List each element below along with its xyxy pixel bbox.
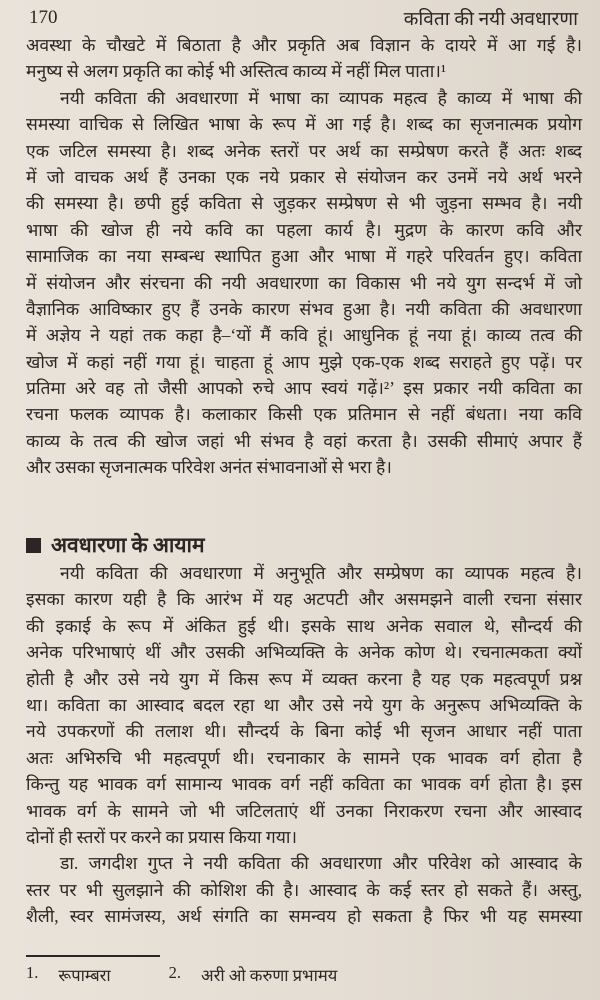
footnotes [26, 963, 395, 986]
text-line: काव्य के तत्व की खोज जहां भी संभव है वहां करता है। उसकी सीमाएं अपार हैं [26, 430, 582, 451]
text-line: डा. जगदीश गुप्त ने नयी कविता की अवधारणा और परिवेश को आस्वाद के [60, 853, 582, 874]
footnote-number: 2. [168, 963, 182, 982]
text-line: शैली, स्वर सामंजस्य, अर्थ संगति का समन्वय हो सकता है फिर भी यह समस्या [26, 906, 582, 927]
text-line: इसका कारण यही है कि आरंभ में यह अटपटी और असमझने वाली रचना संसार [26, 589, 582, 610]
text-line: की समस्या है। छपी हुई कविता से जुड़कर सम्प्रेषण से भी जुड़ना सम्भव है। नयी [26, 193, 582, 214]
text-line: अतः अभिरुचि भी महत्वपूर्ण थी। रचनाकार के सामने एक भावक वर्ग होता है [26, 747, 582, 768]
section-heading-text: अवधारणा के आयाम [51, 533, 205, 557]
page-header [29, 4, 578, 32]
text-line: नयी कविता की अवधारणा में भाषा का व्यापक महत्व है काव्य में भाषा की [60, 87, 582, 108]
text-line: एक जटिल समस्या है। शब्द अनेक स्तरों पर अर्थ का सम्प्रेषण करते हैं अतः शब्द [26, 140, 582, 161]
text-line: अनेक परिभाषाएं थीं और उसकी अभिव्यक्ति के अनेक कोण थे। रचनात्मकता क्यों [26, 642, 582, 663]
text-line: प्रतिमा अरे वह तो जैसी आपको रुचे आप स्वयं गढ़ें।²’ इस प्रकार नयी कविता का [26, 378, 582, 399]
square-bullet-icon [26, 538, 41, 553]
page-number: 170 [29, 7, 58, 28]
paragraph [26, 32, 582, 85]
text-line: था। कविता का आस्वाद बदल रहा था और उसे नये युग के अनुरूप अभिव्यक्ति के [26, 694, 582, 715]
text-line: रचना फलक व्यापक है। कलाकार किसी एक प्रतिमान से नहीं बंधता। नया कवि [26, 404, 582, 425]
text-line: भाषा की खोज ही नये कवि का पहला कार्य है। मुद्रण के कारण कवि और [26, 219, 582, 240]
text-line: और उसका सृजनात्मक परिवेश अनंत संभावनाओं से भरा है। [26, 457, 392, 478]
text-line: किन्तु यह भावक वर्ग सामान्य भावक वर्ग नहीं कविता का भावक वर्ग होता है। इस [26, 774, 582, 795]
footnote [169, 963, 338, 986]
text-line: में संयोजन और संरचना की नयी अवधारणा का विकास भी नये युग सन्दर्भ में जो [26, 272, 582, 293]
text-line: वैज्ञानिक आविष्कार हुए हैं उनके कारण संभव हुआ है। नयी कविता की अवधारणा [26, 298, 582, 319]
text-line: स्तर पर भी सुलझाने की कोशिश की है। आस्वाद के कई स्तर हो सकते हैं। अस्तु, [26, 879, 582, 900]
text-line: अवस्था के चौखटे में बिठाता है और प्रकृति अब विज्ञान के दायरे में आ गई है। [26, 35, 582, 55]
paragraph [26, 85, 582, 481]
text-line: होती है और उसे नये युग में किस रूप में व्यक्त करना है यह एक महत्वपूर्ण प्रश्न [26, 668, 582, 689]
text-line: में अज्ञेय ने यहां तक कहा है–‘यों मैं कवि हूं। आधुनिक हूं नया हूं। काव्य तत्व की [26, 325, 582, 346]
running-title: कविता की नयी अवधारणा [403, 9, 578, 30]
text-line: की इकाई के रूप में अंकित हुई थी। इसके साथ अनेक सवाल थे, सौन्दर्य की [26, 615, 582, 636]
text-line: समस्या वाचिक से लिखित भाषा के रूप में आ गई है। शब्द का सृजनात्मक प्रयोग [26, 114, 582, 135]
text-line: में जो वाचक अर्थ हैं उनका एक नये प्रकार से संयोजन कर उनमें नये अर्थ भरने [26, 166, 582, 187]
section-2-text [26, 560, 582, 929]
footnote-text: अरी ओ करुणा प्रभामय [201, 966, 338, 985]
text-line: सामाजिक का नया सम्बन्ध स्थापित हुआ और भाषा में गहरे परिवर्तन हुए। कविता [26, 246, 582, 267]
text-line: नयी कविता की अवधारणा में अनुभूति और सम्प्रेषण का व्यापक महत्व है। [60, 563, 582, 583]
section-1-text [26, 32, 582, 481]
footnote-text: रूपाम्बरा [58, 966, 111, 985]
footnote-number: 1. [26, 963, 39, 982]
text-line: भावक वर्ग के सामने जो भी जटिलताएं थीं उनका निराकरण रचना और आस्वाद [26, 800, 582, 821]
footnote-divider [26, 955, 160, 957]
text-line: नये उपकरणों की तलाश थी। सौन्दर्य के बिना कोई भी सृजन आधार नहीं पाता [26, 721, 582, 742]
paragraph [26, 560, 582, 850]
text-line: दोनों ही स्तरों पर करने का प्रयास किया गया। [26, 826, 298, 847]
section-heading [26, 530, 205, 560]
text-line: मनुष्य से अलग प्रकृति का कोई भी अस्तित्व काव्य में नहीं मिल पाता।¹ [26, 61, 447, 82]
text-line: खोज में कहां नहीं गया हूं। चाहता हूं आप मुझे एक-एक शब्द सराहते हुए पढ़ें। पर [26, 351, 582, 372]
footnote [26, 963, 111, 986]
paragraph [26, 850, 582, 929]
